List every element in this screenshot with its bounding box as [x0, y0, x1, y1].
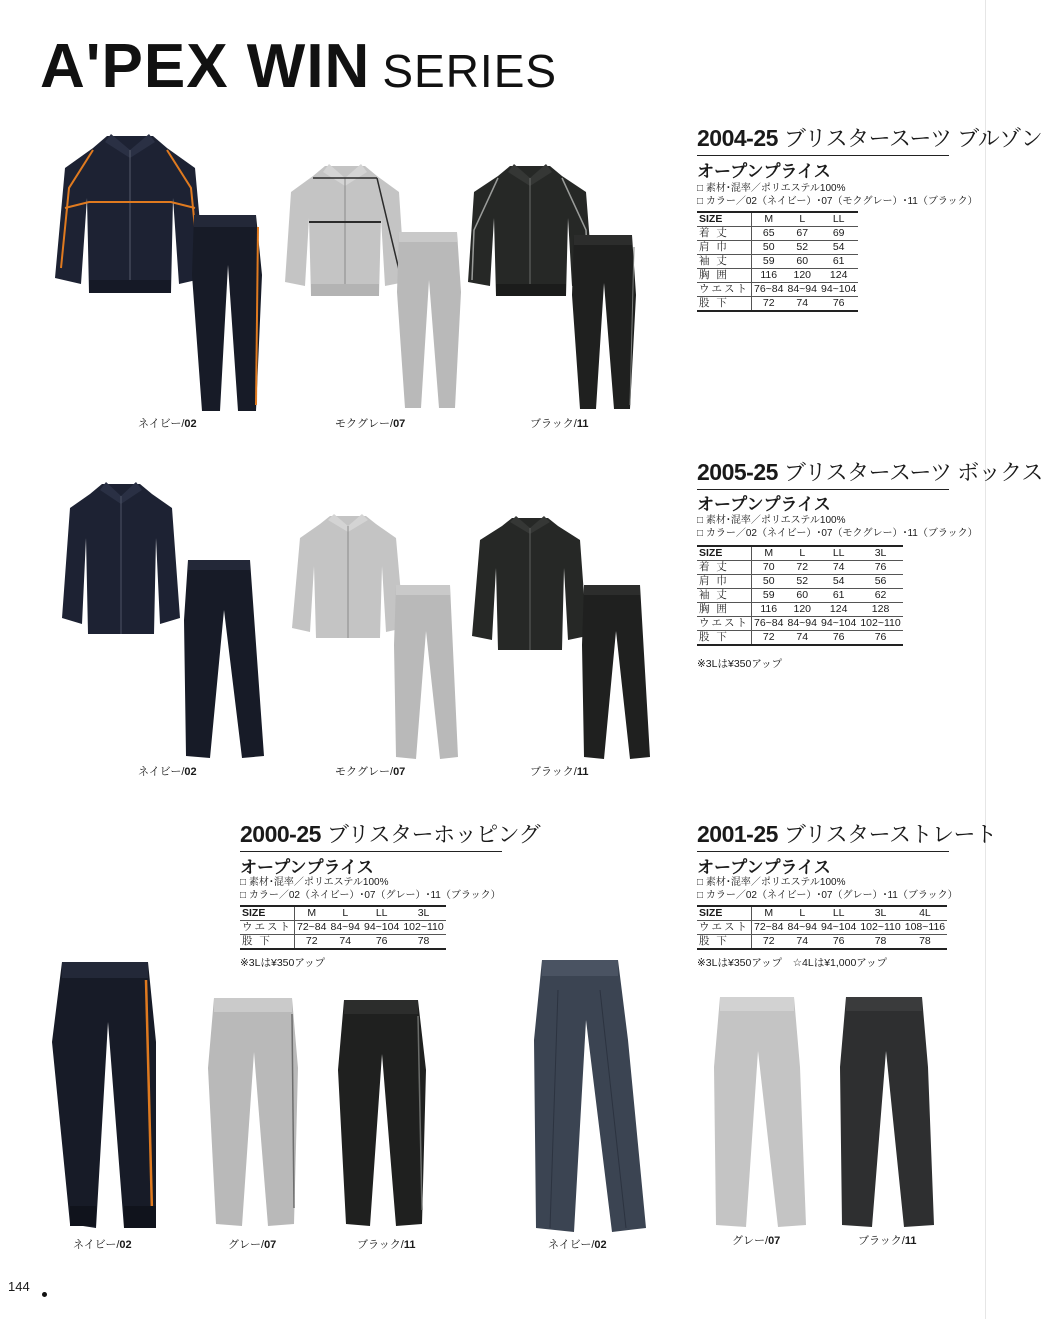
size-row-label: SIZE: [697, 212, 752, 227]
size-cell: 78: [903, 935, 947, 950]
straight-long-pants-navy-image: [530, 960, 648, 1235]
product-2005-price: オープンプライス: [697, 495, 831, 514]
jacket-gray-image: [285, 160, 405, 300]
straight-pants-navy-image: [182, 560, 267, 760]
size-cell: 84~94: [787, 617, 817, 629]
caption-2000-black: ブラック/11: [357, 1239, 416, 1251]
size-cell: 94~104: [821, 617, 857, 629]
size-row: [697, 283, 858, 297]
product-2004-header: [697, 122, 1043, 156]
size-cell: 52: [786, 241, 820, 255]
size-cell: 78: [401, 935, 445, 950]
product-2004-colors: □ カラー／02（ネイビー）･07（モクグレー）･11（ブラック）: [697, 196, 978, 207]
size-cell: 84~94: [787, 921, 817, 933]
size-cell: 52: [786, 575, 820, 589]
size-header-row: [697, 546, 903, 561]
size-row-label: 股 下: [697, 935, 752, 950]
caption-2000-navy: ネイビー/02: [73, 1239, 132, 1251]
size-cell: 59: [752, 255, 786, 269]
size-cell: 120: [786, 603, 820, 617]
product-name: ブリスターストレート: [783, 822, 997, 847]
size-cell: 69: [819, 227, 858, 241]
size-cell: 50: [752, 241, 786, 255]
size-row: [697, 227, 858, 241]
size-row-label: 股 下: [697, 297, 752, 312]
size-row-label: SIZE: [697, 906, 752, 921]
product-2000-colors: □ カラー／02（ネイビー）･07（グレー）･11（ブラック）: [240, 890, 501, 901]
size-cell: LL: [819, 906, 858, 921]
size-cell: 76: [819, 935, 858, 950]
size-row-label: 股 下: [240, 935, 295, 950]
size-row-label: 肩 巾: [697, 575, 752, 589]
size-cell: 72: [786, 561, 820, 575]
size-cell: 116: [752, 603, 786, 617]
jacket-navy-image: [55, 128, 205, 298]
size-cell: 61: [819, 255, 858, 269]
pants-navy-image: [190, 215, 270, 415]
size-cell: 54: [819, 241, 858, 255]
product-name: ブリスタースーツ ボックス: [783, 460, 1043, 485]
size-cell: L: [786, 906, 820, 921]
size-cell: 74: [329, 935, 363, 950]
size-row-label: ウエスト: [697, 921, 752, 935]
box-jacket-black-image: [472, 512, 587, 652]
size-row: [240, 921, 446, 935]
size-row-label: 股 下: [697, 631, 752, 646]
size-cell: 94~104: [821, 921, 857, 933]
size-cell: 67: [786, 227, 820, 241]
size-cell: 78: [858, 935, 902, 950]
size-cell: 102~110: [860, 921, 901, 933]
product-2000-material: □ 素材･混率／ポリエステル100%: [240, 877, 389, 888]
caption-2004-gray: モクグレー/07: [335, 418, 406, 430]
size-row: [697, 921, 947, 935]
straight-long-pants-gray-image: [712, 997, 808, 1229]
size-cell: 62: [858, 589, 902, 603]
size-cell: 72: [752, 935, 786, 950]
page-number: 144: [8, 1279, 30, 1294]
size-row: [697, 269, 858, 283]
size-row-label: 胸 囲: [697, 269, 752, 283]
size-cell: 4L: [903, 906, 947, 921]
size-row: [697, 561, 903, 575]
size-cell: 60: [786, 589, 820, 603]
size-cell: L: [786, 546, 820, 561]
size-cell: 76: [362, 935, 401, 950]
caption-2000-gray: グレー/07: [228, 1239, 277, 1251]
size-row-label: 着 丈: [697, 227, 752, 241]
size-cell: 124: [819, 603, 858, 617]
size-row-label: ウエスト: [240, 921, 295, 935]
size-cell: 84~94: [330, 921, 360, 933]
size-cell: 54: [819, 575, 858, 589]
size-cell: 76~84: [752, 617, 786, 631]
box-jacket-gray-image: [292, 510, 404, 640]
size-cell: 74: [786, 297, 820, 312]
product-2001-note: ※3Lは¥350アップ ☆4Lは¥1,000アップ: [697, 957, 888, 969]
product-code: 2001-25: [697, 821, 778, 847]
size-row: [697, 575, 903, 589]
size-cell: 94~104: [821, 283, 857, 295]
size-cell: 72~84: [295, 921, 329, 935]
size-cell: 124: [819, 269, 858, 283]
product-code: 2005-25: [697, 459, 778, 485]
size-cell: L: [329, 906, 363, 921]
size-cell: 128: [858, 603, 902, 617]
hopping-pants-black-image: [338, 1000, 430, 1228]
product-2001-price: オープンプライス: [697, 858, 831, 877]
page-number-dot: [42, 1292, 47, 1297]
size-cell: 108~116: [904, 921, 946, 933]
hopping-pants-gray-image: [208, 998, 300, 1228]
size-row-label: 肩 巾: [697, 241, 752, 255]
hopping-pants-navy-image: [52, 962, 174, 1232]
size-row: [697, 617, 903, 631]
size-row: [697, 241, 858, 255]
product-2004-price: オープンプライス: [697, 162, 831, 181]
product-2000-header: [240, 818, 541, 852]
size-cell: 72~84: [752, 921, 786, 935]
size-cell: 50: [752, 575, 786, 589]
straight-pants-gray-image: [392, 585, 462, 760]
product-2000-price: オープンプライス: [240, 858, 374, 877]
caption-2004-black: ブラック/11: [530, 418, 589, 430]
size-cell: 102~110: [860, 617, 901, 629]
caption-2004-navy: ネイビー/02: [138, 418, 197, 430]
size-cell: 65: [752, 227, 786, 241]
size-row-label: 着 丈: [697, 561, 752, 575]
size-cell: 76: [819, 631, 858, 646]
size-cell: M: [752, 906, 786, 921]
size-cell: LL: [819, 212, 858, 227]
size-row: [697, 603, 903, 617]
brand-main: A'PEX WIN: [40, 32, 371, 101]
size-cell: M: [752, 546, 786, 561]
product-2001-material: □ 素材･混率／ポリエステル100%: [697, 877, 846, 888]
size-cell: 76~84: [752, 283, 786, 297]
product-2005-colors: □ カラー／02（ネイビー）･07（モクグレー）･11（ブラック）: [697, 528, 978, 539]
size-cell: 76: [858, 561, 902, 575]
size-row: [697, 935, 947, 950]
straight-pants-black-image: [580, 585, 652, 760]
product-2004-material: □ 素材･混率／ポリエステル100%: [697, 183, 846, 194]
product-2004-size-table: [697, 211, 858, 312]
pants-black-image: [570, 235, 640, 413]
size-cell: 116: [752, 269, 786, 283]
size-cell: 74: [786, 631, 820, 646]
size-cell: 3L: [858, 546, 902, 561]
size-cell: LL: [819, 546, 858, 561]
size-cell: 74: [786, 935, 820, 950]
box-jacket-navy-image: [62, 478, 180, 636]
size-row-label: 胸 囲: [697, 603, 752, 617]
size-row: [697, 297, 858, 312]
caption-2005-gray: モクグレー/07: [335, 766, 406, 778]
size-header-row: [240, 906, 446, 921]
size-header-row: [697, 212, 858, 227]
page-edge-rule: [985, 0, 986, 1319]
product-2000-size-table: [240, 905, 446, 950]
straight-long-pants-black-image: [838, 997, 936, 1229]
caption-2001-black: ブラック/11: [858, 1235, 917, 1247]
product-2005-size-table: [697, 545, 903, 646]
brand-sub: SERIES: [382, 45, 558, 97]
pants-gray-image: [395, 232, 465, 412]
product-2001-colors: □ カラー／02（ネイビー）･07（グレー）･11（ブラック）: [697, 890, 958, 901]
size-cell: LL: [362, 906, 401, 921]
size-cell: 70: [752, 561, 786, 575]
size-cell: 60: [786, 255, 820, 269]
size-cell: 72: [295, 935, 329, 950]
size-cell: 59: [752, 589, 786, 603]
caption-2001-navy: ネイビー/02: [548, 1239, 607, 1251]
size-row-label: ウエスト: [697, 617, 752, 631]
size-cell: 56: [858, 575, 902, 589]
size-row-label: 袖 丈: [697, 589, 752, 603]
product-name: ブリスタースーツ ブルゾン: [783, 126, 1043, 151]
size-row-label: 袖 丈: [697, 255, 752, 269]
size-row: [697, 589, 903, 603]
size-cell: 3L: [858, 906, 902, 921]
size-row: [697, 255, 858, 269]
caption-2005-navy: ネイビー/02: [138, 766, 197, 778]
size-row-label: ウエスト: [697, 283, 752, 297]
size-cell: 61: [819, 589, 858, 603]
product-2001-size-table: [697, 905, 947, 950]
size-cell: 102~110: [403, 921, 444, 933]
product-code: 2000-25: [240, 821, 321, 847]
size-cell: M: [295, 906, 329, 921]
product-2005-note: ※3Lは¥350アップ: [697, 658, 783, 670]
size-cell: 72: [752, 297, 786, 312]
product-2005-header: [697, 456, 1043, 490]
size-cell: 76: [819, 297, 858, 312]
caption-2001-gray: グレー/07: [732, 1235, 781, 1247]
size-cell: M: [752, 212, 786, 227]
product-2001-header: [697, 818, 997, 852]
size-row: [697, 631, 903, 646]
caption-2005-black: ブラック/11: [530, 766, 589, 778]
size-header-row: [697, 906, 947, 921]
product-2005-material: □ 素材･混率／ポリエステル100%: [697, 515, 846, 526]
brand-logo: [40, 32, 558, 101]
size-row: [240, 935, 446, 950]
size-cell: L: [786, 212, 820, 227]
size-cell: 3L: [401, 906, 445, 921]
product-code: 2004-25: [697, 125, 778, 151]
size-row-label: SIZE: [240, 906, 295, 921]
size-cell: 76: [858, 631, 902, 646]
size-row-label: SIZE: [697, 546, 752, 561]
product-2000-note: ※3Lは¥350アップ: [240, 957, 326, 969]
size-cell: 74: [819, 561, 858, 575]
product-name: ブリスターホッピング: [326, 822, 541, 847]
size-cell: 84~94: [787, 283, 817, 295]
size-cell: 72: [752, 631, 786, 646]
size-cell: 120: [786, 269, 820, 283]
size-cell: 94~104: [364, 921, 400, 933]
